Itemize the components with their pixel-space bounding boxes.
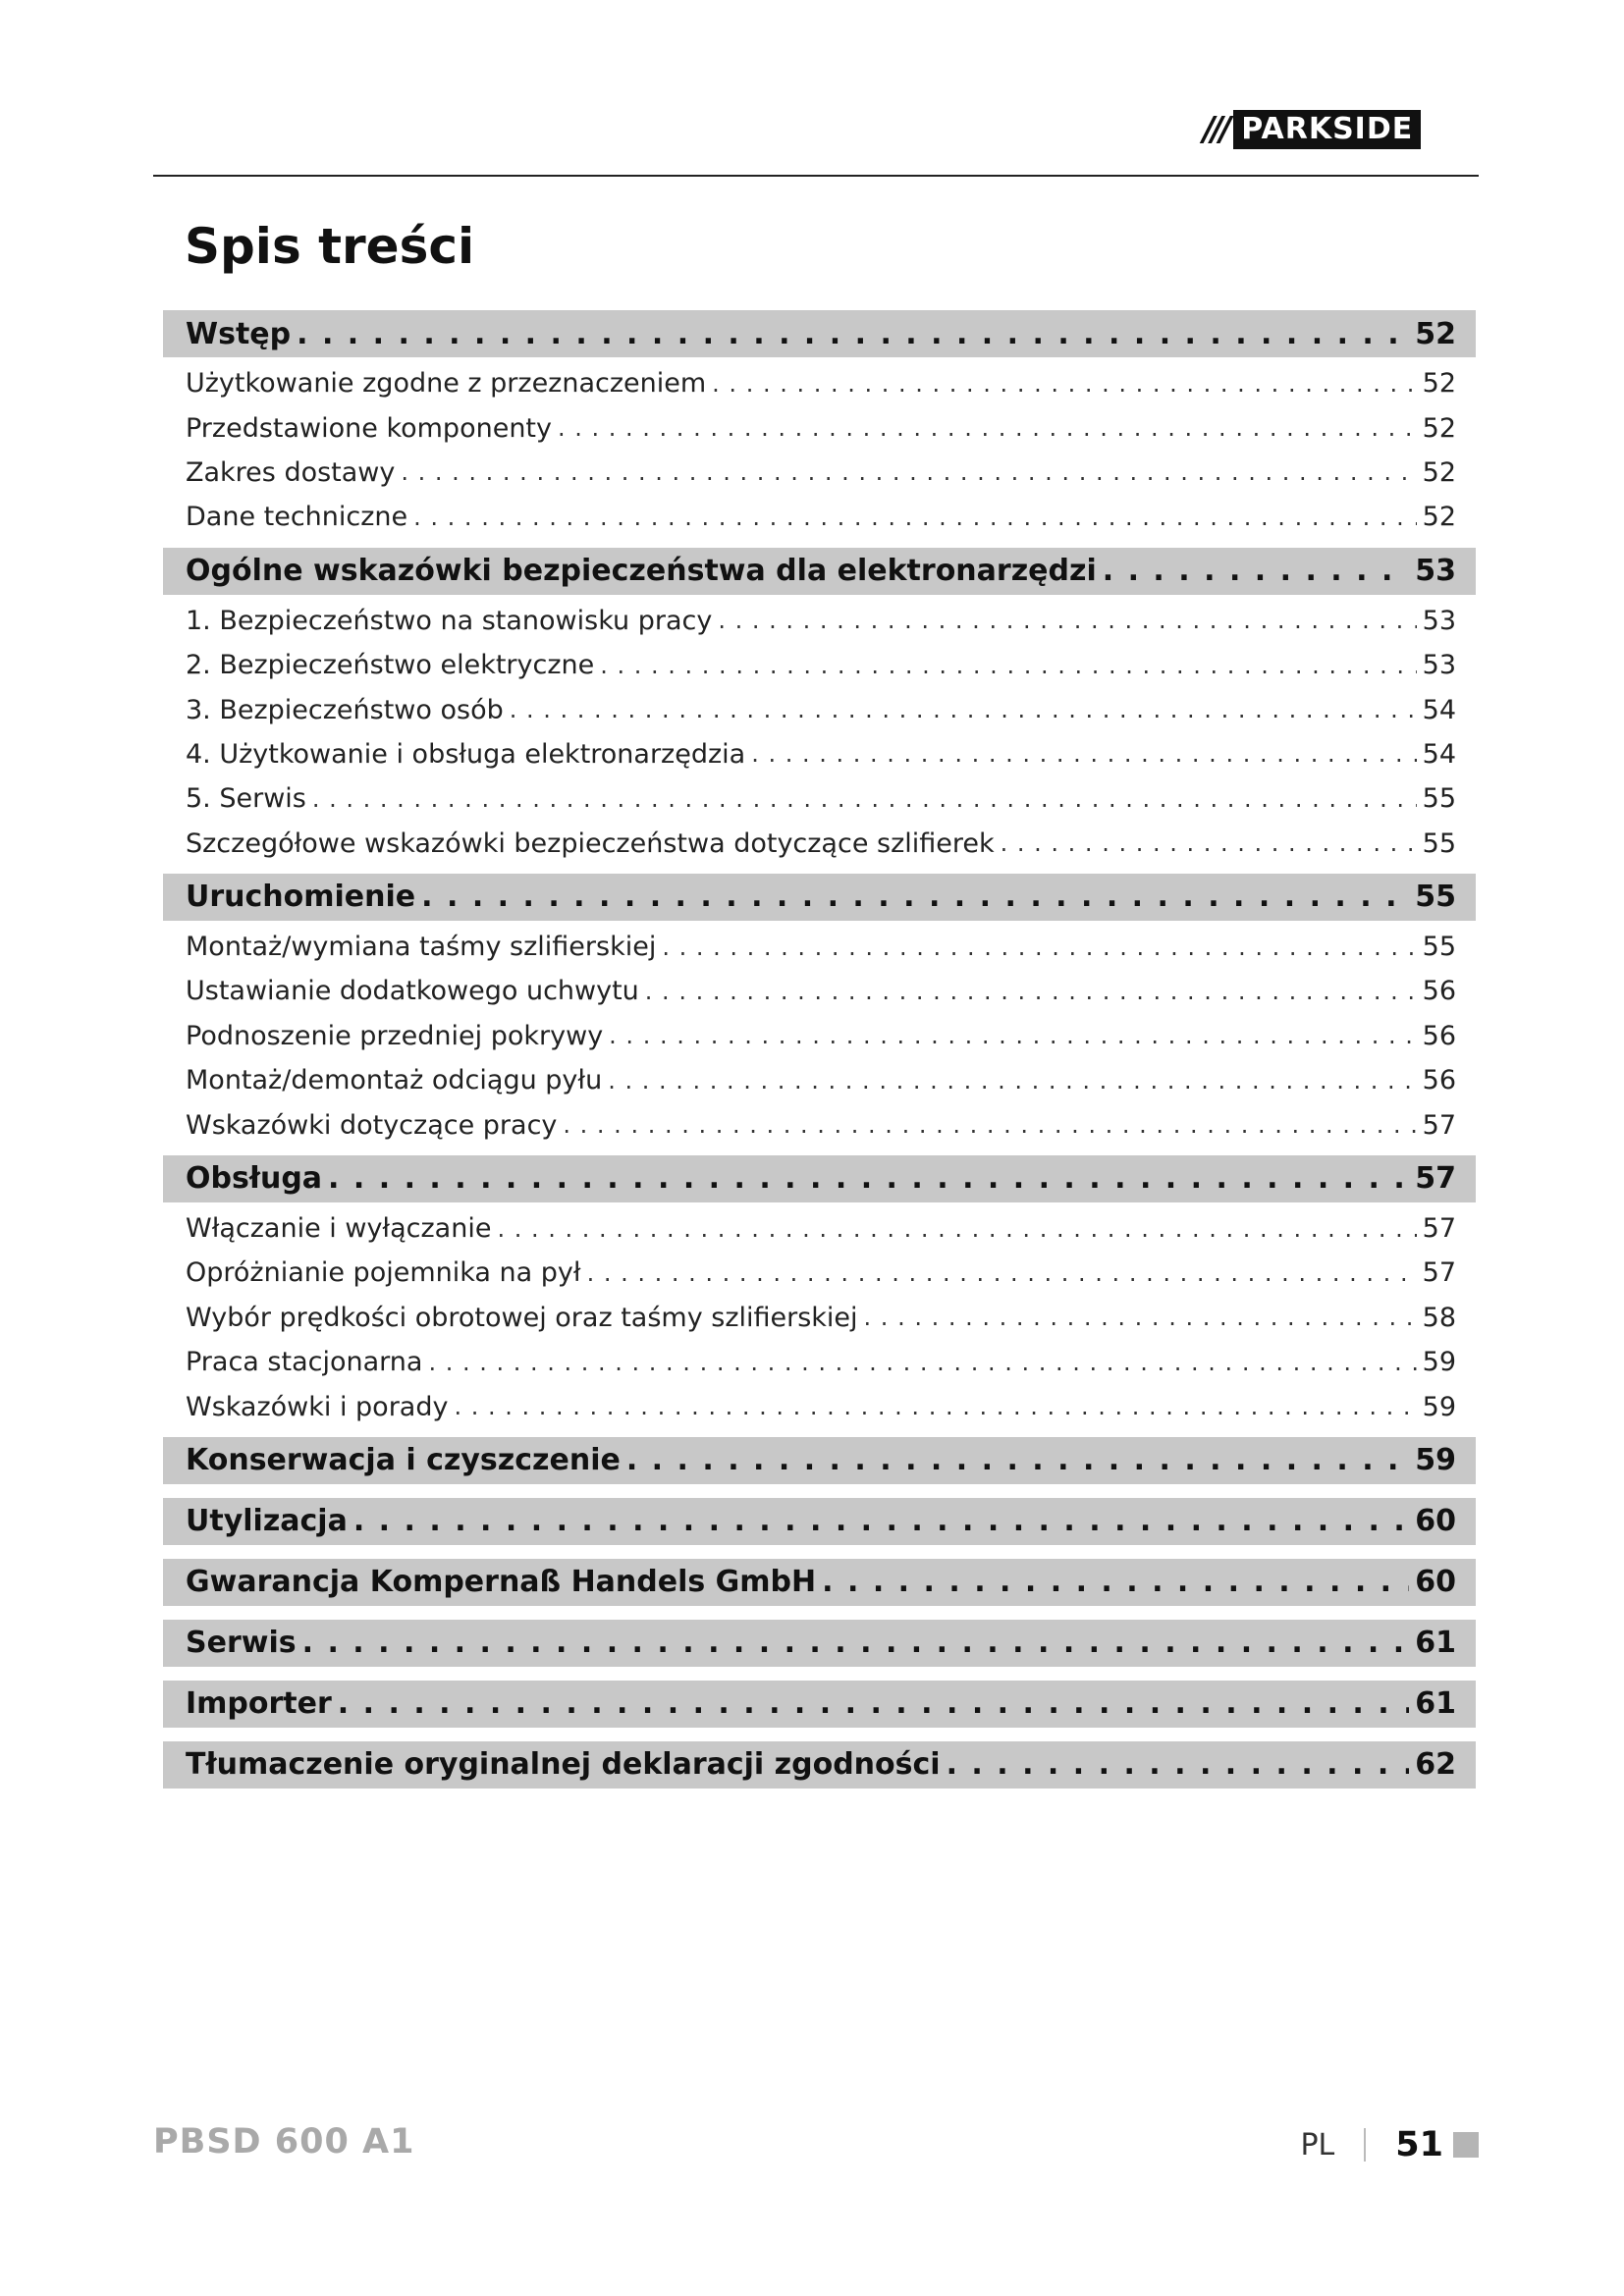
toc-section-label: Uruchomienie: [186, 880, 416, 915]
toc-section-page: 61: [1415, 1686, 1456, 1722]
toc-section-label: Serwis: [186, 1626, 297, 1661]
toc-section-page: 55: [1415, 880, 1456, 915]
toc-entry[interactable]: [163, 1058, 1476, 1102]
toc-section[interactable]: [163, 1741, 1476, 1789]
toc-entry-page: 55: [1422, 783, 1456, 815]
leader-dots: [558, 414, 1417, 442]
leader-dots: [413, 504, 1416, 531]
footer-page-info: [1300, 2122, 1479, 2167]
leader-dots: [302, 1626, 1410, 1660]
leader-dots: [497, 1215, 1416, 1243]
toc-entry-label: Użytkowanie zgodne z przeznaczeniem: [186, 368, 707, 400]
toc-entry-label: Montaż/wymiana taśmy szlifierskiej: [186, 932, 657, 963]
brand-logo: [1203, 110, 1478, 149]
toc-entry[interactable]: [163, 1102, 1476, 1147]
toc-entry[interactable]: [163, 451, 1476, 495]
leader-dots: [822, 1565, 1409, 1599]
toc-entry-label: Podnoszenie przedniej pokrywy: [186, 1020, 604, 1051]
toc-entry[interactable]: [163, 361, 1476, 405]
toc-entry-label: 5. Serwis: [186, 783, 306, 815]
leader-dots: [608, 1067, 1416, 1095]
toc-entry-page: 59: [1422, 1391, 1456, 1422]
toc-section[interactable]: [163, 1681, 1476, 1728]
toc-entry-label: Przedstawione komponenty: [186, 412, 552, 444]
toc-section[interactable]: [163, 310, 1476, 357]
leader-dots: [662, 934, 1416, 961]
toc-entry[interactable]: [163, 687, 1476, 731]
toc-entry[interactable]: [163, 1014, 1476, 1058]
toc-section-label: Konserwacja i czyszczenie: [186, 1443, 621, 1478]
toc-entry-label: Zakres dostawy: [186, 456, 396, 488]
toc-entry-label: Wskazówki i porady: [186, 1391, 449, 1422]
toc-section[interactable]: [163, 874, 1476, 921]
toc-entry[interactable]: [163, 1384, 1476, 1428]
toc-entry-label: Ustawianie dodatkowego uchwytu: [186, 976, 639, 1007]
square-marker-icon: [1453, 2132, 1479, 2158]
leader-dots: [864, 1304, 1417, 1331]
toc-section-label: Tłumaczenie oryginalnej deklaracji zgodności: [186, 1747, 941, 1783]
toc-entry[interactable]: [163, 1251, 1476, 1295]
toc-section[interactable]: [163, 1437, 1476, 1484]
toc-section-label: Ogólne wskazówki bezpieczeństwa dla elektronarzędzi: [186, 554, 1097, 589]
toc-section[interactable]: [163, 1498, 1476, 1545]
toc-section-page: 60: [1415, 1504, 1456, 1539]
toc-section-page: 57: [1415, 1161, 1456, 1197]
toc-section-page: 53: [1415, 554, 1456, 589]
toc-entry[interactable]: [163, 495, 1476, 539]
leader-dots: [312, 785, 1417, 813]
leader-dots: [454, 1393, 1416, 1420]
toc-section[interactable]: [163, 548, 1476, 595]
toc-entry-page: 57: [1422, 1257, 1456, 1289]
toc-entry-page: 52: [1422, 456, 1456, 488]
footer-divider: [1364, 2128, 1366, 2162]
toc-entry-label: Włączanie i wyłączanie: [186, 1213, 492, 1245]
toc-entry-page: 59: [1422, 1347, 1456, 1378]
leader-dots: [1001, 829, 1417, 857]
leader-dots: [353, 1504, 1409, 1538]
toc-entry-page: 54: [1422, 694, 1456, 725]
toc-entry[interactable]: [163, 822, 1476, 866]
toc-entry-page: 55: [1422, 932, 1456, 963]
leader-dots: [626, 1443, 1409, 1477]
toc-section-page: 60: [1415, 1565, 1456, 1600]
toc-entry[interactable]: [163, 643, 1476, 687]
toc-entry-label: Praca stacjonarna: [186, 1347, 423, 1378]
toc-entry-page: 58: [1422, 1302, 1456, 1333]
toc-entry-page: 52: [1422, 412, 1456, 444]
toc-entry-page: 56: [1422, 1020, 1456, 1051]
toc-section-label: Obsługa: [186, 1161, 323, 1197]
toc-entry[interactable]: [163, 776, 1476, 821]
logo-wordmark: PARKSIDE: [1233, 110, 1421, 149]
page-title: Spis treści: [185, 218, 475, 275]
leader-dots: [609, 1022, 1416, 1049]
toc-entry-label: 1. Bezpieczeństwo na stanowisku pracy: [186, 605, 713, 636]
toc-entry-label: Dane techniczne: [186, 502, 408, 533]
toc-section-page: 52: [1415, 316, 1456, 351]
leader-dots: [751, 740, 1416, 768]
toc-section-label: Gwarancja Kompernaß Handels GmbH: [186, 1565, 817, 1600]
toc-entry[interactable]: [163, 1206, 1476, 1251]
toc-section-page: 62: [1415, 1747, 1456, 1783]
footer-language: PL: [1300, 2127, 1335, 2163]
page-number: 51: [1395, 2125, 1443, 2164]
toc-entry-page: 53: [1422, 650, 1456, 681]
toc-section-page: 61: [1415, 1626, 1456, 1661]
toc-entry[interactable]: [163, 969, 1476, 1013]
toc-section-label: Utylizacja: [186, 1504, 348, 1539]
leader-dots: [587, 1259, 1417, 1287]
leader-dots: [328, 1161, 1409, 1196]
toc-entry-page: 52: [1422, 368, 1456, 400]
toc-entry[interactable]: [163, 1296, 1476, 1340]
toc-section[interactable]: [163, 1620, 1476, 1667]
table-of-contents: [163, 310, 1476, 1789]
toc-entry-page: 52: [1422, 502, 1456, 533]
toc-entry-label: 2. Bezpieczeństwo elektryczne: [186, 650, 595, 681]
leader-dots: [645, 978, 1417, 1005]
toc-entry-label: Szczegółowe wskazówki bezpieczeństwa dotyczące szlifierek: [186, 828, 995, 859]
toc-entry[interactable]: [163, 599, 1476, 643]
toc-entry-page: 54: [1422, 738, 1456, 770]
leader-dots: [1103, 554, 1410, 588]
toc-entry-label: Wskazówki dotyczące pracy: [186, 1109, 558, 1141]
footer-model: PBSD 600 A1: [153, 2122, 415, 2162]
toc-entry-page: 57: [1422, 1213, 1456, 1245]
leader-dots: [338, 1686, 1409, 1721]
leader-dots: [600, 652, 1416, 679]
toc-entry[interactable]: [163, 405, 1476, 450]
logo-stripes: ///: [1203, 110, 1228, 149]
leader-dots: [297, 317, 1409, 351]
toc-entry-label: 4. Użytkowanie i obsługa elektronarzędzia: [186, 738, 746, 770]
toc-section-label: Wstęp: [186, 316, 292, 351]
leader-dots: [563, 1111, 1416, 1139]
leader-dots: [401, 458, 1416, 486]
leader-dots: [712, 370, 1416, 398]
toc-section[interactable]: [163, 1155, 1476, 1202]
toc-entry[interactable]: [163, 925, 1476, 969]
toc-entry-page: 53: [1422, 605, 1456, 636]
leader-dots: [947, 1747, 1410, 1782]
leader-dots: [510, 696, 1417, 723]
toc-entry-label: Opróżnianie pojemnika na pył: [186, 1257, 581, 1289]
toc-section-label: Importer: [186, 1686, 332, 1722]
toc-entry-page: 55: [1422, 828, 1456, 859]
toc-entry-label: Montaż/demontaż odciągu pyłu: [186, 1065, 603, 1096]
toc-entry[interactable]: [163, 1340, 1476, 1384]
toc-entry-label: 3. Bezpieczeństwo osób: [186, 694, 504, 725]
toc-section[interactable]: [163, 1559, 1476, 1606]
header-rule: [153, 175, 1479, 177]
toc-entry-page: 57: [1422, 1109, 1456, 1141]
toc-entry[interactable]: [163, 732, 1476, 776]
leader-dots: [718, 607, 1416, 634]
toc-entry-label: Wybór prędkości obrotowej oraz taśmy szlifierskiej: [186, 1302, 858, 1333]
toc-entry-page: 56: [1422, 976, 1456, 1007]
leader-dots: [421, 880, 1409, 914]
toc-section-page: 59: [1415, 1443, 1456, 1478]
leader-dots: [428, 1349, 1416, 1376]
toc-entry-page: 56: [1422, 1065, 1456, 1096]
